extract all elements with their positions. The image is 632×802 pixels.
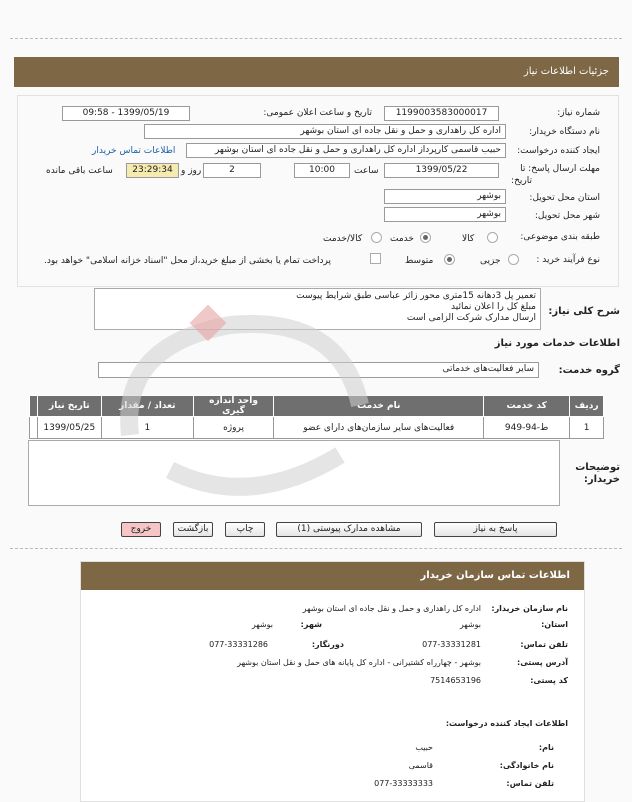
contact-card [80, 561, 585, 802]
cell-qty: 1 [101, 417, 193, 439]
contact-province-label: استان: [541, 620, 568, 629]
city-field: بوشهر [384, 207, 506, 222]
table-header-row [30, 396, 604, 417]
buyer-org-field: اداره کل راهداری و حمل و نقل جاده ای استان بوشهر [144, 124, 506, 139]
contact-org-label: نام سازمان خریدار: [491, 604, 568, 613]
col-unit: واحد اندازه گیری [193, 396, 274, 417]
contact-province: بوشهر [459, 620, 481, 629]
description-label: شرح کلی نیاز: [548, 306, 620, 317]
buyer-contact-link[interactable]: اطلاعات تماس خریدار [92, 146, 176, 156]
cell-spacer [30, 417, 38, 439]
contact-city-label: شهر: [300, 620, 322, 629]
contact-address-label: آدرس پستی: [517, 658, 568, 667]
deadline-label: مهلت ارسال پاسخ: تا [520, 164, 600, 174]
description-line-3: ارسال مدارک شرکت الزامی است [406, 313, 536, 323]
category-option-goods: کالا [462, 234, 475, 244]
creator-label: ایجاد کننده درخواست: [517, 146, 600, 156]
back-button[interactable]: بازگشت [173, 522, 213, 537]
process-radio-medium[interactable] [444, 254, 455, 265]
buyer-notes-box[interactable] [28, 440, 560, 506]
contact-city: بوشهر [251, 620, 273, 629]
col-code: کد خدمت [484, 396, 570, 417]
creator-phone-label: تلفن تماس: [506, 779, 554, 788]
print-button[interactable]: چاپ [225, 522, 265, 537]
process-label: نوع فرآیند خرید : [536, 255, 600, 265]
cell-row: 1 [570, 417, 604, 439]
services-table [29, 395, 604, 439]
col-qty: تعداد / مقدار [101, 396, 193, 417]
description-line-1: تعمیر پل 3دهانه 15متری محور زائر عباسی طبق شرایط پیوست [296, 291, 536, 301]
page-header: جزئیات اطلاعات نیاز [14, 57, 619, 87]
creator-section-title: اطلاعات ایجاد کننده درخواست: [445, 719, 568, 728]
creator-field: حبیب قاسمی کارپرداز اداره کل راهداری و حمل و نقل جاده ای استان بوشهر [186, 143, 506, 158]
category-radio-service[interactable] [420, 232, 431, 243]
top-divider [10, 38, 622, 39]
category-option-goods-service: کالا/خدمت [323, 234, 363, 244]
col-spacer [30, 396, 38, 417]
exit-button[interactable]: خروج [121, 522, 161, 537]
city-label: شهر محل تحویل: [534, 211, 600, 221]
contact-phone-label: تلفن تماس: [520, 640, 568, 649]
contact-fax-label: دورنگار: [311, 640, 344, 649]
cell-date: 1399/05/25 [37, 417, 101, 439]
remaining-label: ساعت باقی مانده [46, 166, 113, 176]
contact-fax: 077-33331286 [209, 640, 268, 649]
contact-title: اطلاعات تماس سازمان خریدار [81, 562, 584, 590]
process-option-medium: متوسط [405, 256, 434, 266]
creator-phone: 077-33333333 [374, 779, 433, 788]
service-group-field: سایر فعالیت‌های خدماتی [98, 362, 539, 378]
cell-name: فعالیت‌های سایر سازمان‌های دارای عضو [274, 417, 484, 439]
cell-code: ط-94-949 [484, 417, 570, 439]
need-number-label: شماره نیاز: [557, 108, 600, 118]
creator-last-name-label: نام خانوادگی: [499, 761, 554, 770]
buyer-notes-label: توضیحات [575, 462, 620, 473]
deadline-label-2: تاریخ: [511, 176, 532, 186]
deadline-time-field: 10:00 [294, 163, 350, 178]
services-section-title: اطلاعات خدمات مورد نیاز [494, 338, 620, 349]
province-field: بوشهر [384, 189, 506, 204]
cell-unit: پروژه [193, 417, 274, 439]
service-group-label: گروه خدمت: [558, 365, 620, 376]
creator-first-name-label: نام: [538, 743, 554, 752]
category-label: طبقه بندی موضوعی: [520, 232, 600, 242]
treasury-checkbox[interactable] [370, 253, 381, 264]
announce-datetime-field: 1399/05/19 - 09:58 [62, 106, 190, 121]
reply-button[interactable]: پاسخ به نیاز [434, 522, 557, 537]
description-line-2: مبلغ کل را اعلان نمائید [451, 302, 536, 312]
buyer-notes-label-2: خریدار: [583, 474, 620, 485]
creator-last-name: قاسمی [408, 761, 433, 770]
description-box [94, 288, 541, 330]
process-option-minor: جزیی [480, 256, 501, 266]
need-number-field: 1199003583000017 [384, 106, 499, 121]
bottom-divider [10, 548, 622, 549]
process-radio-minor[interactable] [508, 254, 519, 265]
contact-address: بوشهر - چهارراه کشتیرانی - اداره کل پایانه های حمل و نقل استان بوشهر [237, 658, 481, 667]
payment-note: پرداخت تمام یا بخشی از مبلغ خرید،از محل "اسناد خزانه اسلامی" خواهد بود. [44, 256, 332, 266]
days-field: 2 [203, 163, 261, 178]
remaining-time-field: 23:29:34 [126, 163, 179, 178]
table-row [30, 417, 604, 439]
col-row: ردیف [570, 396, 604, 417]
creator-first-name: حبیب [415, 743, 433, 752]
deadline-date-field: 1399/05/22 [384, 163, 499, 178]
province-label: استان محل تحویل: [529, 193, 600, 203]
col-date: تاریخ نیاز [37, 396, 101, 417]
contact-org: اداره کل راهداری و حمل و نقل جاده ای استان بوشهر [302, 604, 481, 613]
days-label: روز و [181, 166, 202, 176]
category-option-service: خدمت [390, 234, 414, 244]
category-radio-goods-service[interactable] [371, 232, 382, 243]
col-name: نام خدمت [274, 396, 484, 417]
category-radio-goods[interactable] [487, 232, 498, 243]
buyer-org-label: نام دستگاه خریدار: [529, 127, 600, 137]
contact-postal: 7514653196 [430, 676, 481, 685]
announce-label: تاریخ و ساعت اعلان عمومی: [263, 108, 372, 118]
attachments-button[interactable]: مشاهده مدارک پیوستی (1) [276, 522, 422, 537]
contact-postal-label: کد پستی: [530, 676, 568, 685]
time-label: ساعت [354, 166, 379, 176]
contact-phone: 077-33331281 [422, 640, 481, 649]
